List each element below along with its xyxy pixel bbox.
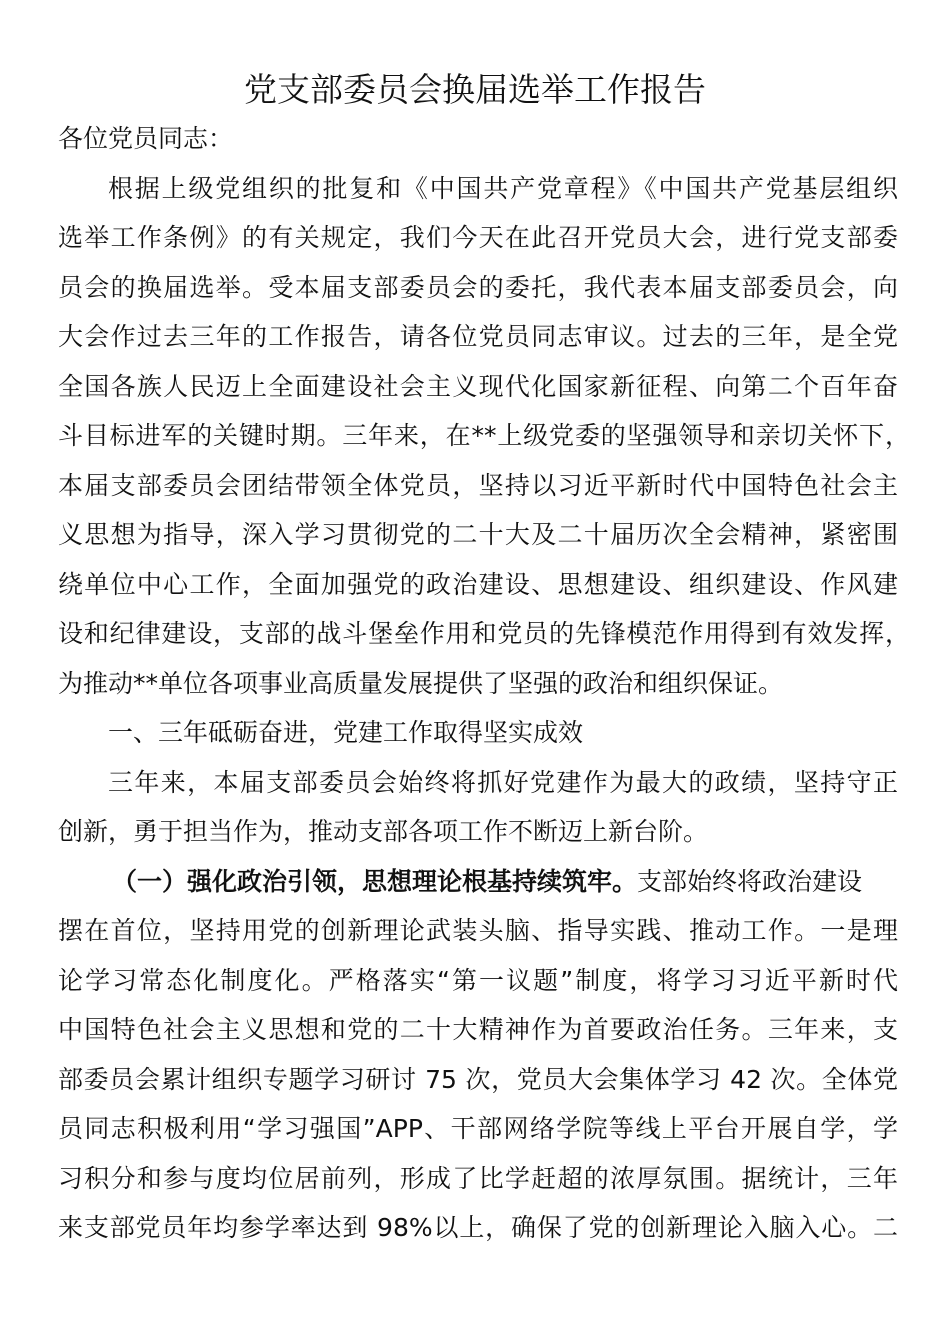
paragraph-line: 根据上级党组织的批复和《中国共产党章程》《中国共产党基层组织 <box>108 174 898 203</box>
document-title: 党支部委员会换届选举工作报告 <box>244 70 706 109</box>
paragraph-line: 义思想为指导，深入学习贯彻党的二十大及二十届历次全会精神，紧密围 <box>58 520 898 549</box>
paragraph-line: 三年来，本届支部委员会始终将抓好党建作为最大的政绩，坚持守正 <box>108 768 898 797</box>
paragraph-line: 本届支部委员会团结带领全体党员，坚持以习近平新时代中国特色社会主 <box>58 471 898 500</box>
paragraph-line: 部委员会累计组织专题学习研讨 75 次，党员大会集体学习 42 次。全体党 <box>58 1065 898 1094</box>
paragraph-line: 斗目标进军的关键时期。三年来，在**上级党委的坚强领导和亲切关怀下， <box>58 421 910 450</box>
paragraph-line: 员会的换届选举。受本届支部委员会的委托，我代表本届支部委员会，向 <box>58 273 898 302</box>
paragraph-line: 大会作过去三年的工作报告，请各位党员同志审议。过去的三年，是全党 <box>58 322 898 351</box>
paragraph-line: 员同志积极利用“学习强国”APP、干部网络学院等线上平台开展自学，学 <box>58 1114 898 1143</box>
subsection-line <box>112 865 898 899</box>
paragraph-line: 论学习常态化制度化。严格落实“第一议题”制度，将学习习近平新时代 <box>58 966 898 995</box>
section-heading: 一、三年砥砺奋进，党建工作取得坚实成效 <box>108 718 584 747</box>
subsection-heading: （一）强化政治引领，思想理论根基持续筑牢。 <box>112 867 638 896</box>
salutation: 各位党员同志： <box>58 124 234 153</box>
paragraph-line: 中国特色社会主义思想和党的二十大精神作为首要政治任务。三年来，支 <box>58 1015 898 1044</box>
paragraph-line: 绕单位中心工作，全面加强党的政治建设、思想建设、组织建设、作风建 <box>58 570 898 599</box>
paragraph-line: 创新，勇于担当作为，推动支部各项工作不断迈上新台阶。 <box>58 817 709 846</box>
paragraph-line: 来支部党员年均参学率达到 98%以上，确保了党的创新理论入脑入心。二 <box>58 1213 898 1242</box>
paragraph-line: 为推动**单位各项事业高质量发展提供了坚强的政治和组织保证。 <box>58 669 784 698</box>
subsection-text: 支部始终将政治建设 <box>637 867 863 896</box>
paragraph-line: 习积分和参与度均位居前列，形成了比学赶超的浓厚氛围。据统计，三年 <box>58 1164 898 1193</box>
paragraph-line: 全国各族人民迈上全面建设社会主义现代化国家新征程、向第二个百年奋 <box>58 372 898 401</box>
paragraph-line: 设和纪律建设，支部的战斗堡垒作用和党员的先锋模范作用得到有效发挥， <box>58 619 910 648</box>
paragraph-line: 摆在首位，坚持用党的创新理论武装头脑、指导实践、推动工作。一是理 <box>58 916 898 945</box>
paragraph-line: 选举工作条例》的有关规定，我们今天在此召开党员大会，进行党支部委 <box>58 223 898 252</box>
